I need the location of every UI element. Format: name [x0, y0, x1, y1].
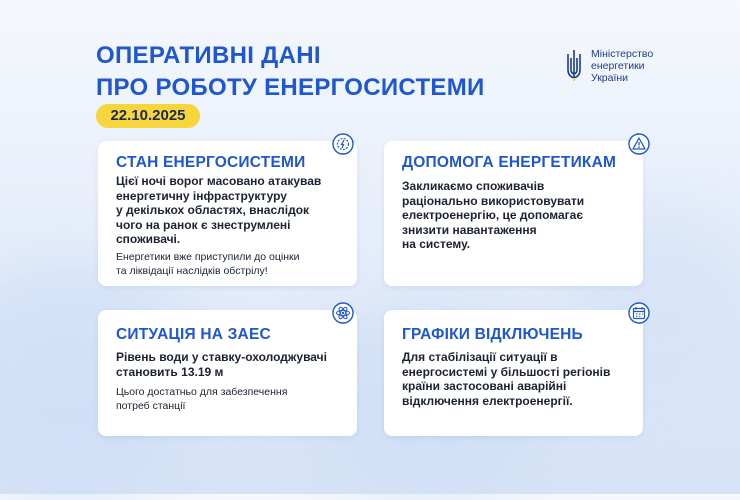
- note-line: потреб станції: [116, 399, 186, 412]
- body-line: чого на ранок є знеструмлені: [116, 217, 291, 232]
- body-line: знизити навантаження: [402, 222, 537, 237]
- card-body: [402, 179, 584, 252]
- card-title: ДОПОМОГА ЕНЕРГЕТИКАМ: [402, 154, 617, 171]
- body-line: енергетичну інфраструктуру: [116, 188, 287, 203]
- card-title: СИТУАЦІЯ НА ЗАЕС: [116, 326, 271, 343]
- card-title: СТАН ЕНЕРГОСИСТЕМИ: [116, 154, 306, 171]
- card-body: [402, 350, 610, 408]
- date-badge: 22.10.2025: [96, 104, 200, 128]
- body-line: на систему.: [402, 237, 471, 251]
- ministry-name: [591, 48, 653, 84]
- note-line: Енергетики вже приступили до оцінки: [116, 251, 300, 263]
- atom-icon: [332, 302, 354, 324]
- calendar-icon: [628, 302, 650, 324]
- card-note: [116, 251, 299, 278]
- body-line: раціонально використовувати: [402, 193, 585, 208]
- energy-gear-icon: [332, 133, 354, 155]
- body-line: у декількох областях, внаслідок: [116, 203, 310, 217]
- body-line: відключення електроенергії.: [402, 393, 573, 408]
- ministry-logo: [565, 48, 653, 84]
- card-body: [116, 350, 327, 379]
- body-line: становить 13.19 м: [116, 364, 224, 379]
- note-line: Цього достатньо для забезпечення: [116, 386, 288, 398]
- body-line: Цієї ночі ворог масовано атакував: [116, 174, 322, 188]
- body-line: Закликаємо споживачів: [402, 179, 545, 193]
- card-note: [116, 386, 287, 413]
- card-schedules: [384, 310, 643, 436]
- note-line: та ліквідації наслідків обстрілу!: [116, 264, 268, 277]
- card-body: [116, 174, 321, 247]
- body-line: Рівень води у ставку-охолоджувачі: [116, 350, 327, 364]
- ministry-line-1: Міністерство: [591, 48, 654, 60]
- warning-triangle-icon: [628, 133, 650, 155]
- body-line: споживачі.: [116, 232, 181, 246]
- body-line: електроенергію, це допомагає: [402, 208, 583, 222]
- card-title: ГРАФІКИ ВІДКЛЮЧЕНЬ: [402, 326, 583, 343]
- card-zaes: [98, 310, 357, 436]
- body-line: країни застосовані аварійні: [402, 379, 567, 393]
- ministry-line-2: енергетики: [591, 60, 645, 72]
- page-title: [96, 40, 485, 104]
- card-grid-status: [98, 141, 357, 286]
- body-line: Для стабілізації ситуації в: [402, 350, 558, 364]
- ministry-line-3: України: [591, 72, 629, 84]
- title-line-2: ПРО РОБОТУ ЕНЕРГОСИСТЕМИ: [96, 74, 485, 101]
- trident-icon: [565, 48, 583, 82]
- body-line: енергосистемі у більшості регіонів: [402, 364, 611, 379]
- title-line-1: ОПЕРАТИВНІ ДАНІ: [96, 42, 321, 69]
- card-help-energy: [384, 141, 643, 286]
